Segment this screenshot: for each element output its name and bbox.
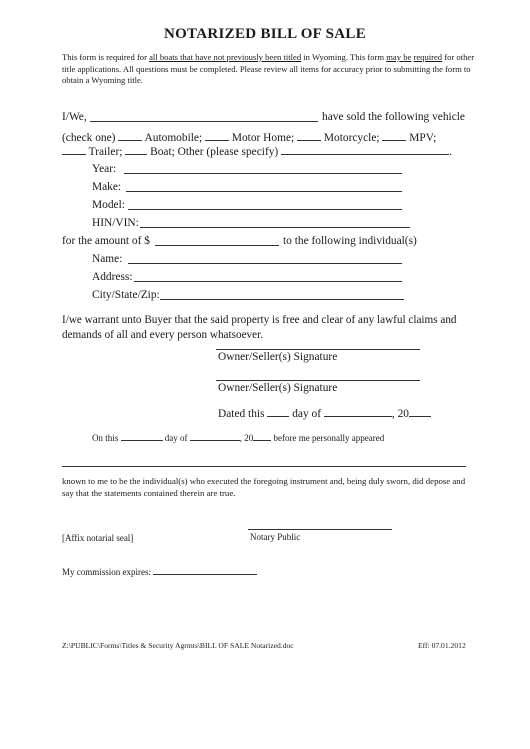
model-field[interactable] [128, 209, 402, 210]
mpv-checkbox[interactable] [382, 130, 406, 141]
amount-label: for the amount of $ [62, 235, 150, 247]
intro-text-1: This form is required for [62, 52, 150, 62]
affix-seal-label: [Affix notarial seal] [62, 533, 134, 543]
address-label: Address: [92, 271, 133, 283]
name-field[interactable] [128, 263, 402, 264]
trailer-checkbox[interactable] [62, 144, 86, 155]
boat-other-label: Boat; Other (please specify) [150, 146, 279, 158]
year-field[interactable] [124, 173, 402, 174]
dated-year-prefix: , 20 [391, 408, 409, 420]
warranty-paragraph: I/we warrant unto Buyer that the said property is free and clear of any lawful claims and demands of all and every person whatsoever. [62, 314, 457, 341]
signature-label-1: Owner/Seller(s) Signature [218, 351, 338, 363]
automobile-label: Automobile; [144, 132, 203, 144]
hin-vin-field[interactable] [140, 227, 410, 228]
address-field[interactable] [134, 281, 402, 282]
commission-label: My commission expires: [62, 567, 151, 577]
notary-year-prefix: , 20 [239, 433, 254, 443]
name-label: Name: [92, 253, 123, 265]
commission-row [62, 566, 257, 578]
motor-home-checkbox[interactable] [205, 130, 229, 141]
notary-year-field[interactable] [253, 432, 271, 441]
notary-public-label: Notary Public [250, 532, 301, 542]
form-title: NOTARIZED BILL OF SALE [163, 26, 367, 42]
dated-day-field[interactable] [267, 406, 289, 417]
commission-expires-field[interactable] [153, 566, 257, 575]
notary-month-field[interactable] [190, 432, 240, 441]
on-this-label: On this [92, 433, 119, 443]
check-one-label: (check one) [62, 132, 116, 144]
automobile-checkbox[interactable] [118, 130, 142, 141]
notary-signature-line[interactable] [248, 529, 392, 530]
mpv-label: MPV; [409, 132, 437, 144]
dated-year-field[interactable] [409, 406, 431, 417]
seller-row [62, 110, 87, 124]
intro-text-3: for other title applications. All questions must be completed. Please review all items for accuracy prior to submitting the form to obtain a Wyoming title. [62, 52, 475, 86]
seller-suffix: have sold the following vehicle [322, 111, 465, 123]
intro-underlined-1: all boats that have not previously been titled [149, 52, 302, 62]
appeared-person-field[interactable] [62, 466, 466, 467]
intro-underlined-2a: may be [386, 52, 412, 62]
appeared-label: before me personally appeared [273, 433, 385, 443]
other-specify-field[interactable] [281, 144, 449, 155]
seller-name-field[interactable] [90, 121, 318, 122]
notary-day-field[interactable] [121, 432, 163, 441]
intro-underlined-2b: required [413, 52, 443, 62]
motorcycle-checkbox[interactable] [297, 130, 321, 141]
vehicle-type-row-2 [62, 144, 452, 159]
period: . [449, 146, 452, 158]
boat-checkbox[interactable] [125, 144, 147, 155]
city-state-zip-label: City/State/Zip: [92, 289, 160, 301]
intro-text-2: in Wyoming. This form [301, 52, 387, 62]
signature-label-2: Owner/Seller(s) Signature [218, 382, 338, 394]
year-label: Year: [92, 163, 117, 175]
hin-vin-label: HIN/VIN: [92, 217, 139, 229]
amount-field[interactable] [155, 245, 279, 246]
intro-paragraph [62, 52, 482, 87]
make-label: Make: [92, 181, 122, 193]
amount-suffix: to the following individual(s) [283, 235, 417, 247]
footer-file-path: Z:\PUBLIC\Forms\Titles & Security Agrmts\BILL OF SALE Notarized.doc [62, 641, 294, 650]
motor-home-label: Motor Home; [231, 132, 295, 144]
make-field[interactable] [126, 191, 402, 192]
footer-effective-date: Eff: 07.01.2012 [418, 641, 466, 650]
dated-month-field[interactable] [324, 406, 392, 417]
notary-day-of-label: day of [164, 433, 188, 443]
model-label: Model: [92, 199, 125, 211]
trailer-label: Trailer; [88, 146, 123, 158]
motorcycle-label: Motorcycle; [323, 132, 380, 144]
known-paragraph: known to me to be the individual(s) who executed the foregoing instrument and, being duly sworn, did depose and say that the statements contained therein are true. [62, 476, 466, 498]
dated-day-of-label: day of [292, 408, 322, 420]
city-state-zip-field[interactable] [160, 299, 404, 300]
notary-date-row [92, 432, 384, 444]
vehicle-type-row-1 [62, 130, 436, 145]
seller-label: I/We, [62, 111, 87, 123]
dated-label: Dated this [218, 408, 265, 420]
dated-row [218, 406, 431, 421]
